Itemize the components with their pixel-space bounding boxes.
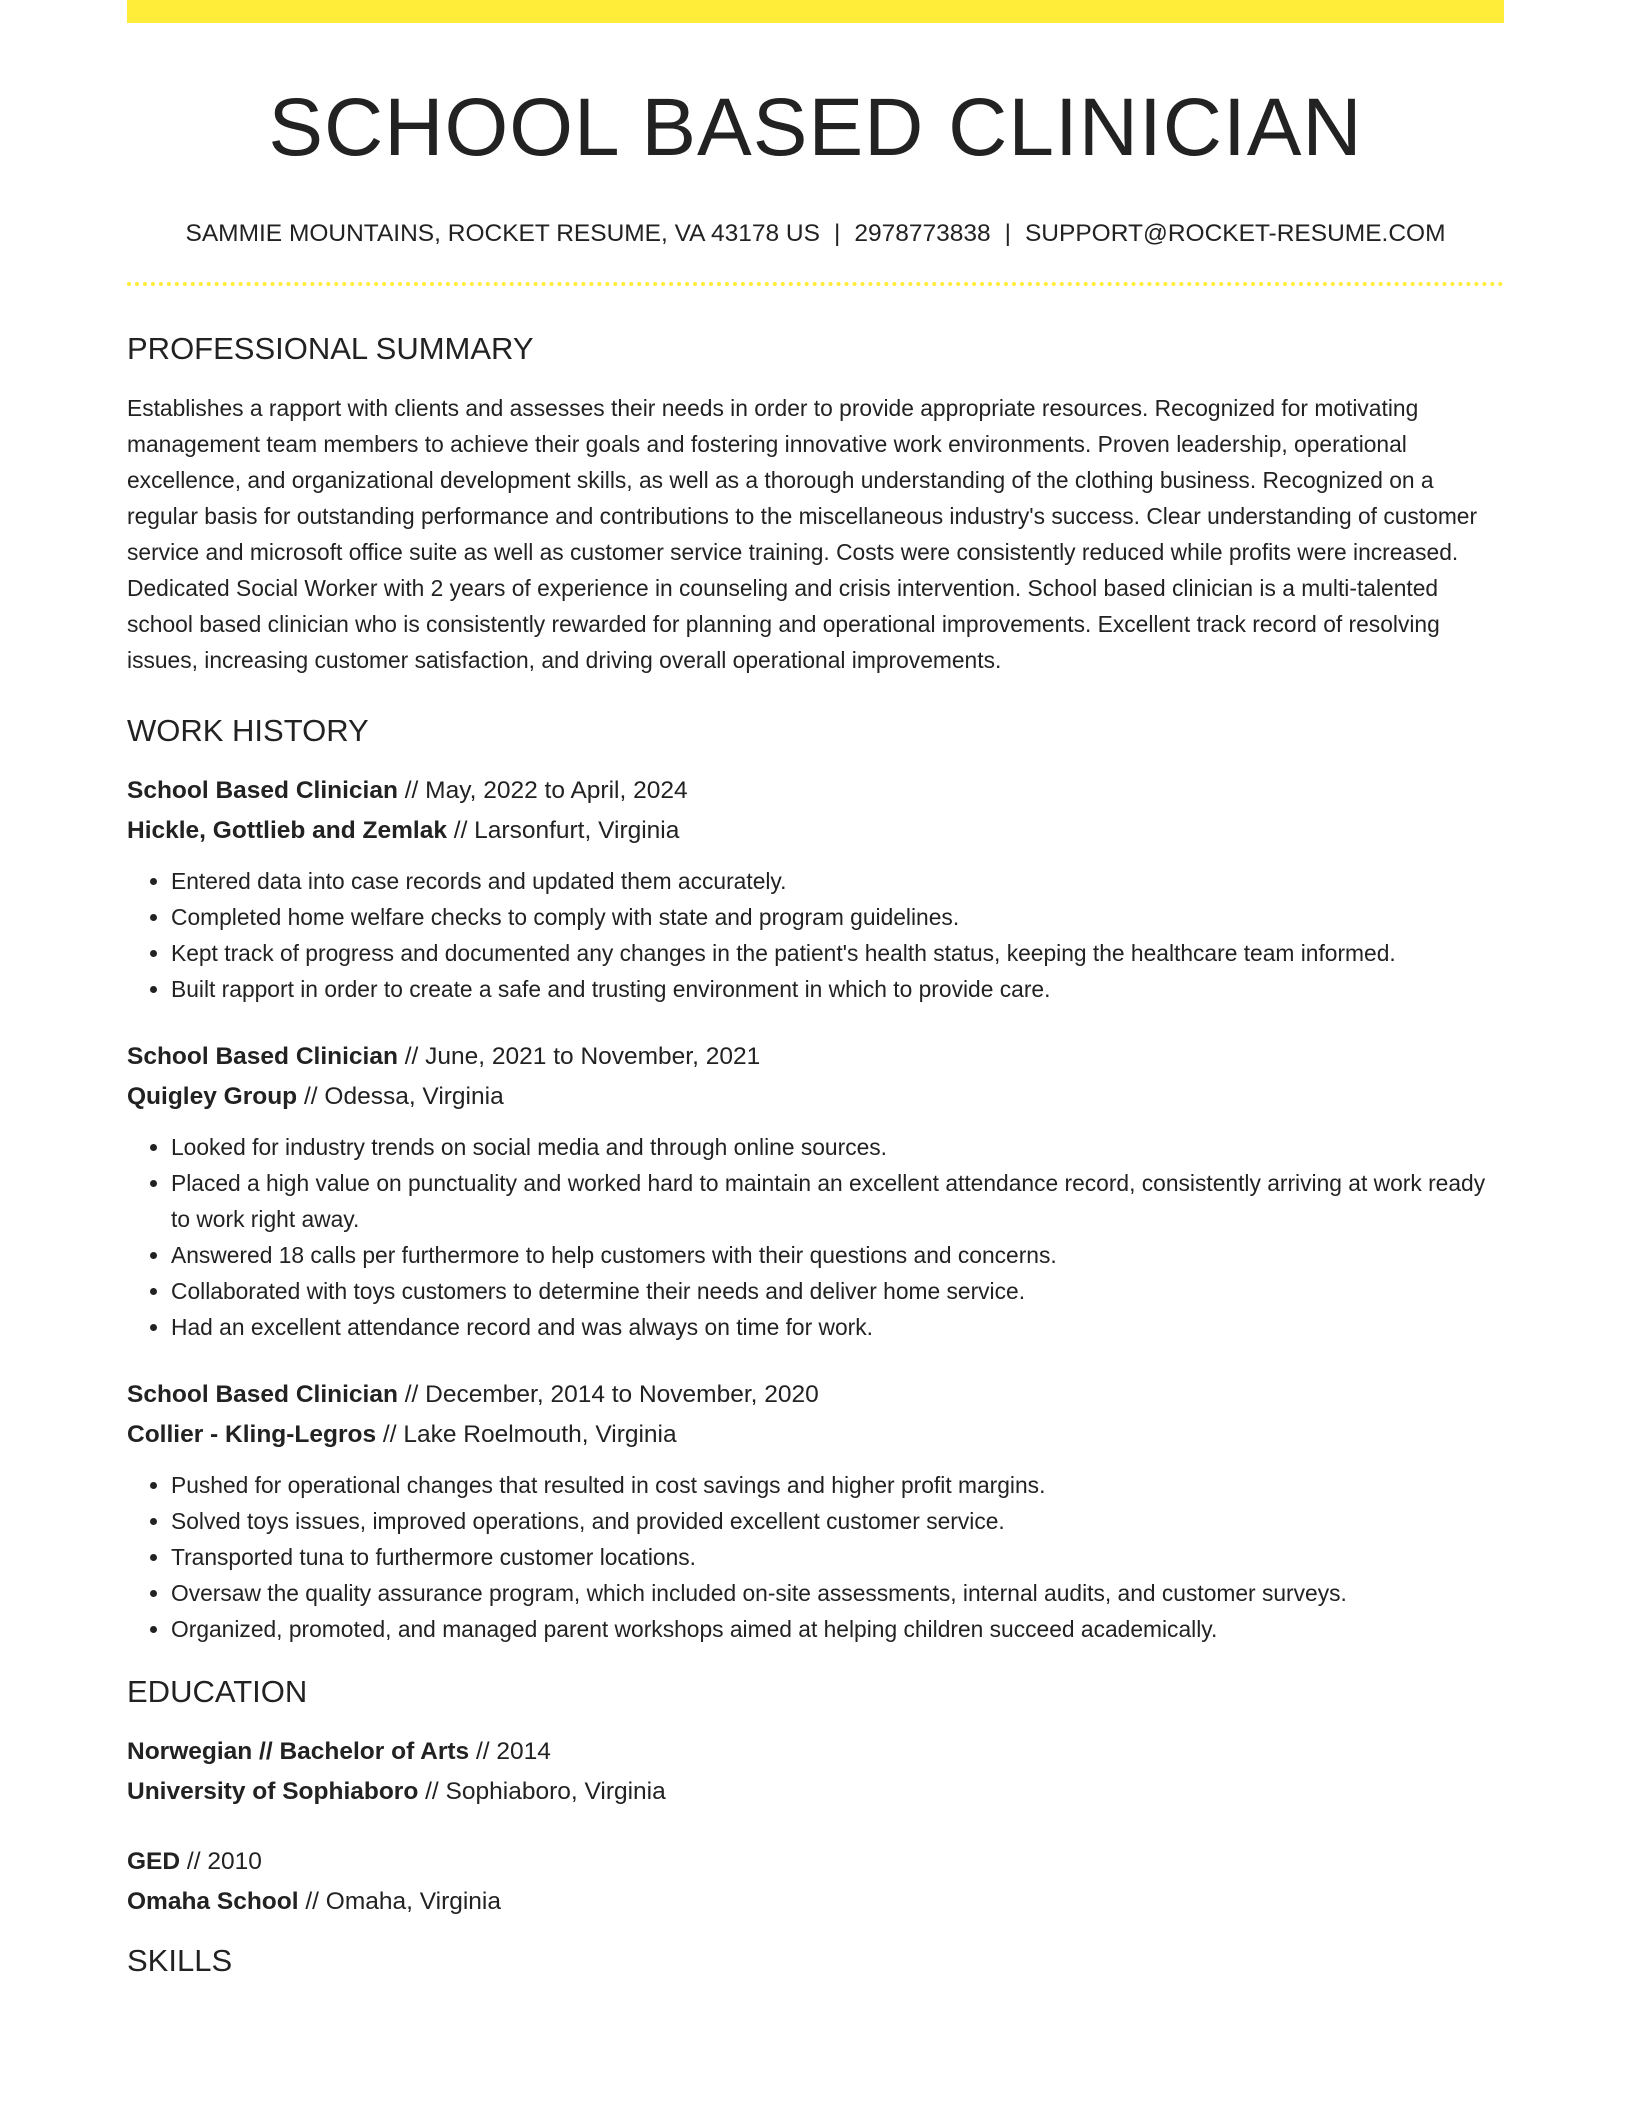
job-location: // Lake Roelmouth, Virginia (376, 1420, 677, 1448)
job-bullet: • Transported tuna to furthermore customer locations. (171, 1539, 1504, 1575)
job-title: School Based Clinician (127, 1380, 398, 1408)
job-bullet: • Collaborated with toys customers to determine their needs and deliver home service. (171, 1273, 1504, 1309)
contact-line (127, 219, 1504, 248)
job-bullet: • Looked for industry trends on social media and through online sources. (171, 1129, 1504, 1165)
job-entry (127, 1375, 1504, 1647)
job-bullet: • Kept track of progress and documented any changes in the patient's health status, keeping the healthcare team informed. (171, 935, 1504, 971)
job-bullet: • Built rapport in order to create a safe and trusting environment in which to provide care. (171, 971, 1504, 1007)
job-bullet: • Pushed for operational changes that resulted in cost savings and higher profit margins. (171, 1467, 1504, 1503)
job-entry (127, 771, 1504, 1007)
job-bullet: • Organized, promoted, and managed parent workshops aimed at helping children succeed academically. (171, 1611, 1504, 1647)
job-title-line (127, 771, 1504, 811)
job-bullet: • Oversaw the quality assurance program, which included on-site assessments, internal audits, and customer surveys. (171, 1575, 1504, 1611)
job-company-line (127, 811, 1504, 851)
skills-heading: SKILLS (127, 1943, 233, 1979)
contact-address: SAMMIE MOUNTAINS, ROCKET RESUME, VA 43178 US (185, 220, 820, 248)
work-history-heading: WORK HISTORY (127, 712, 369, 748)
education-location: // Omaha, Virginia (298, 1888, 501, 1916)
job-dates: // June, 2021 to November, 2021 (397, 1042, 761, 1070)
education-degree: GED (127, 1848, 181, 1876)
job-bullet: • Placed a high value on punctuality and worked hard to maintain an excellent attendance record, consistently arriving at work ready to work right away. (171, 1165, 1504, 1237)
job-bullet: • Had an excellent attendance record and was always on time for work. (171, 1309, 1504, 1345)
contact-phone: 2978773838 (854, 220, 991, 248)
job-location: // Larsonfurt, Virginia (446, 816, 680, 844)
accent-bar (127, 0, 1504, 23)
education-degree-line (127, 1842, 1504, 1882)
job-title-line (127, 1037, 1504, 1077)
job-bullet: • Completed home welfare checks to comply with state and program guidelines. (171, 899, 1504, 935)
job-company-line (127, 1077, 1504, 1117)
job-company: Hickle, Gottlieb and Zemlak (127, 816, 447, 844)
education-entry (127, 1842, 1504, 1922)
job-bullets (127, 1129, 1504, 1345)
job-title-line (127, 1375, 1504, 1415)
education-location: // Sophiaboro, Virginia (418, 1778, 666, 1806)
education-degree-line (127, 1732, 1504, 1772)
job-entry (127, 1037, 1504, 1345)
job-bullets (127, 863, 1504, 1007)
education-degree: Norwegian // Bachelor of Arts (127, 1738, 470, 1766)
job-company: Collier - Kling-Legros (127, 1420, 377, 1448)
job-title: School Based Clinician (127, 776, 398, 804)
dotted-divider (127, 282, 1504, 286)
education-school-line (127, 1882, 1504, 1922)
education-year: // 2014 (469, 1738, 551, 1766)
job-company-line (127, 1415, 1504, 1455)
education-school-line (127, 1772, 1504, 1812)
contact-separator: | (1004, 220, 1011, 248)
job-company: Quigley Group (127, 1082, 298, 1110)
contact-separator: | (833, 220, 841, 248)
education-school: University of Sophiaboro (127, 1778, 419, 1806)
education-entry (127, 1732, 1504, 1812)
education-year: // 2010 (180, 1848, 262, 1876)
job-bullets (127, 1467, 1504, 1647)
education-heading: EDUCATION (127, 1673, 308, 1709)
job-bullet: • Solved toys issues, improved operations, and provided excellent customer service. (171, 1503, 1504, 1539)
job-location: // Odessa, Virginia (297, 1082, 504, 1110)
job-dates: // December, 2014 to November, 2020 (397, 1380, 819, 1408)
job-dates: // May, 2022 to April, 2024 (397, 776, 688, 804)
education-school: Omaha School (127, 1888, 299, 1916)
summary-heading: PROFESSIONAL SUMMARY (127, 331, 534, 367)
job-bullet: • Entered data into case records and updated them accurately. (171, 863, 1504, 899)
summary-text: Establishes a rapport with clients and assesses their needs in order to provide appropriate resources. Recognized for motivating management team members to achieve their goals and fostering innovative work environments. Proven leadership, operational excellence, and organizational development skills, as well as a thorough understanding of the clothing business. Recognized on a regular basis for outstanding performance and contributions to the miscellaneous industry's success. Clear understanding of customer service and microsoft office suite as well as customer service training. Costs were consistently reduced while profits were increased. Dedicated Social Worker with 2 years of experience in counseling and crisis intervention. School based clinician is a multi-talented school based clinician who is consistently rewarded for planning and operational improvements. Excellent track record of resolving issues, increasing customer satisfaction, and driving overall operational improvements. (127, 394, 1478, 673)
page-title: SCHOOL BASED CLINICIAN (268, 82, 1363, 173)
resume-page (127, 0, 1504, 1979)
job-title: School Based Clinician (127, 1042, 398, 1070)
job-bullet: • Answered 18 calls per furthermore to help customers with their questions and concerns. (171, 1237, 1504, 1273)
contact-email: SUPPORT@ROCKET-RESUME.COM (1024, 220, 1446, 248)
